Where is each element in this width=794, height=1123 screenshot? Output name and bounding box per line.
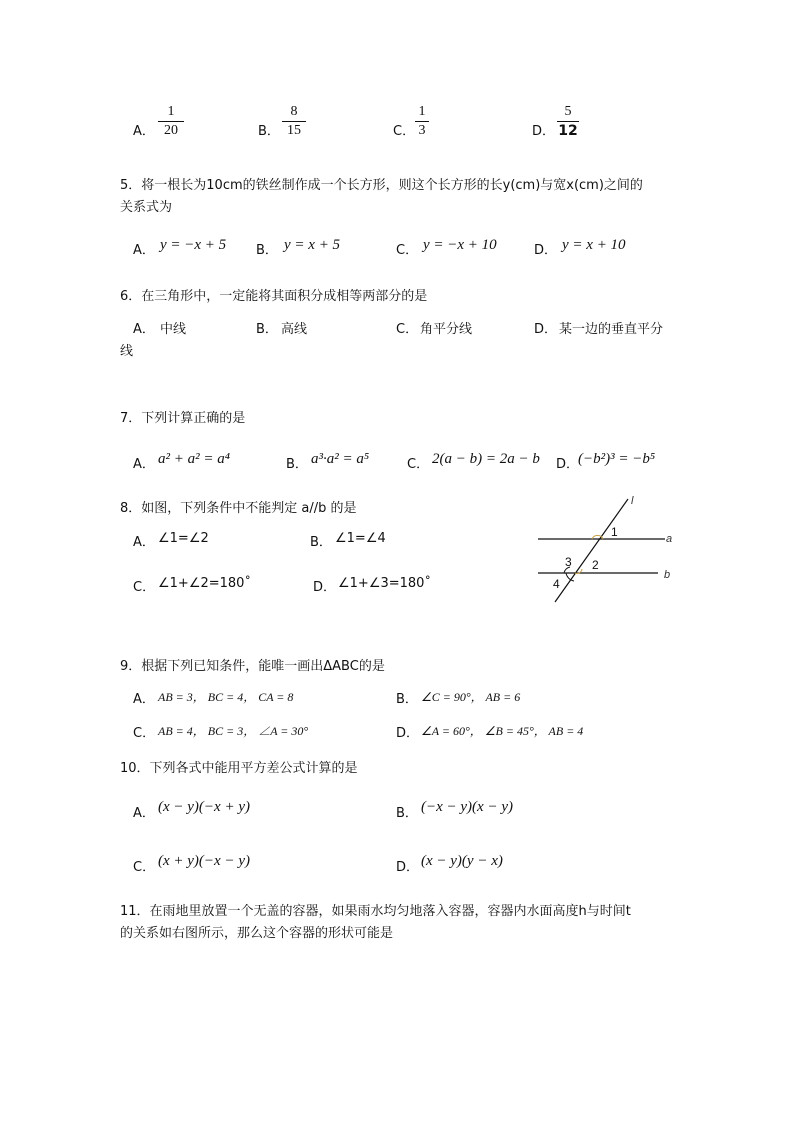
q8-option-b: ∠1=∠4 xyxy=(335,531,386,546)
q8-stem: 8．如图，下列条件中不能判定 a//b 的是 xyxy=(120,501,357,516)
q9-option-c: AB = 4， BC = 3， ∠A = 30° xyxy=(158,724,309,738)
q6-option-d-letter: D． xyxy=(534,322,558,337)
q7-option-c-letter: C． xyxy=(407,457,430,472)
q8-option-a-letter: A． xyxy=(133,535,155,550)
q11-stem-line2: 的关系如右图所示，那么这个容器的形状可能是 xyxy=(120,926,394,941)
q5-option-d-letter: D． xyxy=(534,243,558,258)
q5-option-c-letter: C． xyxy=(396,243,419,258)
q9-option-a-letter: A． xyxy=(133,692,155,707)
q4-option-a-numerator: 1 xyxy=(167,104,175,119)
label-b: b xyxy=(664,569,671,581)
q4-option-c-numerator: 1 xyxy=(418,104,426,119)
q7-option-d: (−b²)³ = −b⁵ xyxy=(578,451,656,467)
q7-option-a-letter: A． xyxy=(133,457,155,472)
q6-option-d: 某一边的垂直平分 xyxy=(559,322,664,337)
label-angle-1: 1 xyxy=(611,525,618,539)
q7-stem: 7．下列计算正确的是 xyxy=(120,411,246,426)
label-a: a xyxy=(666,533,673,545)
q10-option-d: (x − y)(y − x) xyxy=(421,853,503,869)
q5-option-b: y = x + 5 xyxy=(284,237,341,253)
q11-stem-line1: 11．在雨地里放置一个无盖的容器，如果雨水均匀地落入容器，容器内水面高度h与时间t xyxy=(120,904,631,919)
q7-option-c: 2(a − b) = 2a − b xyxy=(432,451,540,467)
line-l xyxy=(555,499,628,602)
q10-stem: 10．下列各式中能用平方差公式计算的是 xyxy=(120,761,358,776)
q7-option-a: a² + a² = a⁴ xyxy=(158,451,230,467)
q10-option-d-letter: D． xyxy=(396,860,420,875)
q8-option-c-letter: C． xyxy=(133,580,156,595)
q10-option-a-letter: A． xyxy=(133,806,155,821)
q10-option-c-letter: C． xyxy=(133,860,156,875)
q10-option-c: (x + y)(−x − y) xyxy=(158,853,250,869)
q5-stem-line2: 关系式为 xyxy=(120,200,173,215)
q4-option-d-letter: D． xyxy=(532,124,556,139)
q5-option-b-letter: B． xyxy=(256,243,278,258)
q4-option-a-denominator: 20 xyxy=(164,123,178,138)
q8-option-a: ∠1=∠2 xyxy=(158,531,209,546)
q6-option-b: 高线 xyxy=(281,322,308,337)
q9-option-d-letter: D． xyxy=(396,726,420,741)
q4-option-a-letter: A． xyxy=(133,124,155,139)
q9-option-c-letter: C． xyxy=(133,726,156,741)
q6-option-a-letter: A． xyxy=(133,322,155,337)
q4-option-b-numerator: 8 xyxy=(290,104,298,119)
q8-option-d: ∠1+∠3=180˚ xyxy=(338,576,431,591)
q4-option-c-denominator: 3 xyxy=(418,123,426,138)
q6-option-d-wrap: 线 xyxy=(120,344,134,359)
q9-stem: 9．根据下列已知条件，能唯一画出ΔABC的是 xyxy=(120,659,385,674)
q7-option-b-letter: B． xyxy=(286,457,308,472)
q9-option-a: AB = 3， BC = 4， CA = 8 xyxy=(158,690,294,704)
q5-option-a-letter: A． xyxy=(133,243,155,258)
label-angle-4: 4 xyxy=(553,577,560,591)
q4-option-a-fraction xyxy=(158,104,184,139)
q9-option-b-letter: B． xyxy=(396,692,418,707)
q8-option-b-letter: B． xyxy=(310,535,332,550)
q4-option-c-fraction xyxy=(415,104,429,139)
q4-option-b-letter: B． xyxy=(258,124,280,139)
q10-option-b: (−x − y)(x − y) xyxy=(421,799,513,815)
q6-option-b-letter: B． xyxy=(256,322,278,337)
q10-option-a: (x − y)(−x + y) xyxy=(158,799,250,815)
q5-stem-line1: 5．将一根长为10cm的铁丝制作成一个长方形，则这个长方形的长y(cm)与宽x(cm)之间的 xyxy=(120,178,643,193)
q8-option-c: ∠1+∠2=180˚ xyxy=(158,576,251,591)
q7-option-d-letter: D． xyxy=(556,457,580,472)
q9-option-b: ∠C = 90°， AB = 6 xyxy=(421,690,521,704)
q6-option-c-letter: C． xyxy=(396,322,419,337)
q6-stem: 6．在三角形中，一定能将其面积分成相等两部分的是 xyxy=(120,289,428,304)
q6-option-c: 角平分线 xyxy=(420,322,473,337)
q10-option-b-letter: B． xyxy=(396,806,418,821)
q8-option-d-letter: D． xyxy=(313,580,337,595)
q5-option-d: y = x + 10 xyxy=(562,237,626,253)
label-angle-3: 3 xyxy=(565,555,572,569)
q4-option-d-numerator: 5 xyxy=(564,104,572,119)
q4-option-c-letter: C． xyxy=(393,124,416,139)
q4-option-d-denominator: 12 xyxy=(558,123,578,139)
q5-option-c: y = −x + 10 xyxy=(423,237,497,253)
q4-option-b-fraction xyxy=(282,104,306,139)
q4-option-d-fraction xyxy=(557,104,579,139)
q5-option-a: y = −x + 5 xyxy=(160,237,227,253)
label-l: l xyxy=(631,495,634,507)
q9-option-d: ∠A = 60°， ∠B = 45°， AB = 4 xyxy=(421,724,584,738)
q4-option-b-denominator: 15 xyxy=(287,123,301,138)
q7-option-b: a³·a² = a⁵ xyxy=(311,451,370,467)
label-angle-2: 2 xyxy=(592,558,599,572)
parallel-lines-figure xyxy=(530,492,680,604)
q6-option-a: 中线 xyxy=(160,322,187,337)
